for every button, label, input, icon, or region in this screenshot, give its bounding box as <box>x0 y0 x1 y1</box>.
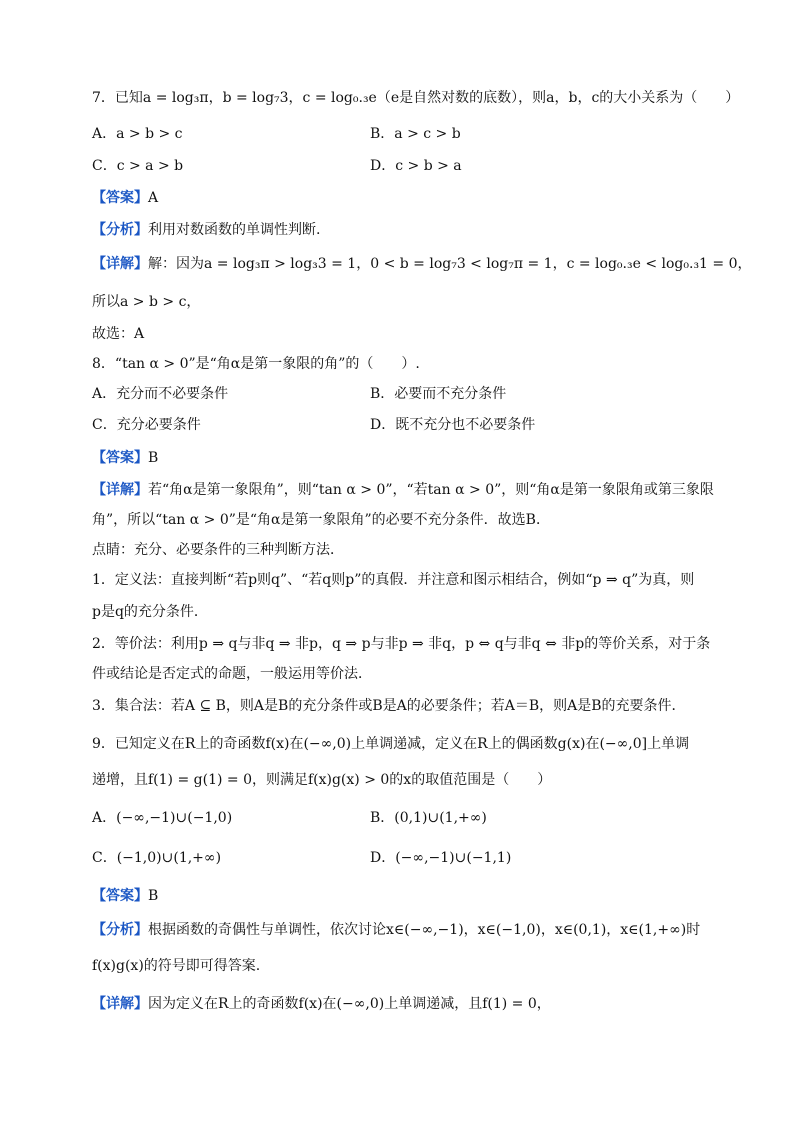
q9-analysis-line1 <box>92 920 700 940</box>
q8-detail-line2: 角”，所以“tan α > 0”是“角α是第一象限角”的必要不充分条件．故选B． <box>92 512 550 528</box>
analysis-text: 利用对数函数的单调性判断. <box>148 222 321 238</box>
q8-stem: 8．“tan α > 0”是“角α是第一象限的角”的（ ）. <box>92 356 420 372</box>
q9-answer <box>92 886 158 906</box>
detail-text: 因为定义在R上的奇函数f(x)在(−∞,0)上单调递减，且f(1) = 0， <box>148 996 551 1012</box>
q8-option-a: A．充分而不必要条件 <box>92 386 229 402</box>
q9-option-a: A．(−∞,−1)∪(−1,0) <box>92 810 233 826</box>
q7-choose: 故选：A <box>92 326 145 342</box>
q7-so: 所以a > b > c， <box>92 294 201 310</box>
q9-stem-line1: 9．已知定义在R上的奇函数f(x)在(−∞,0)上单调递减，定义在R上的偶函数g(x)在(−∞,0]上单调 <box>92 736 690 752</box>
q7-detail <box>92 254 752 274</box>
q9-option-c: C．(−1,0)∪(1,+∞) <box>92 850 222 866</box>
answer-value: A <box>148 190 159 206</box>
detail-tag: 【详解】 <box>92 256 148 272</box>
q8-note: 点睛：充分、必要条件的三种判断方法． <box>92 542 344 558</box>
detail-tag: 【详解】 <box>92 482 148 498</box>
detail-text: 若“角α是第一象限角”，则“tan α > 0”，“若tan α > 0”，则“角α是第一象限角或第三象限 <box>148 482 714 498</box>
detail-tag: 【详解】 <box>92 996 148 1012</box>
analysis-text: 根据函数的奇偶性与单调性，依次讨论x∈(−∞,−1)，x∈(−1,0)，x∈(0,1)，x∈(1,+∞)时 <box>148 922 701 938</box>
q7-option-c: C．c > a > b <box>92 158 184 174</box>
q7-option-b: B．a > c > b <box>370 126 461 142</box>
q9-option-d: D．(−∞,−1)∪(−1,1) <box>370 850 512 866</box>
q8-detail-line1 <box>92 480 714 500</box>
analysis-tag: 【分析】 <box>92 922 148 938</box>
q8-method1-line1: 1．定义法：直接判断“若p则q”、“若q则p”的真假．并注意和图示相结合，例如“p ⇒ q”为真，则 <box>92 572 695 588</box>
answer-tag: 【答案】 <box>92 190 148 206</box>
q7-analysis <box>92 220 320 240</box>
answer-value: B <box>148 888 159 904</box>
analysis-tag: 【分析】 <box>92 222 148 238</box>
q8-option-c: C．充分必要条件 <box>92 417 201 433</box>
answer-tag: 【答案】 <box>92 450 148 466</box>
q8-method1-line2: p是q的充分条件． <box>92 604 208 620</box>
q8-method3: 3．集合法：若A ⊆ B，则A是B的充分条件或B是A的必要条件；若A＝B，则A是B的充要条件． <box>92 698 686 714</box>
q9-stem-line2: 递增，且f(1) = g(1) = 0，则满足f(x)g(x) > 0的x的取值范围是（ ） <box>92 772 552 788</box>
q8-answer <box>92 448 158 468</box>
answer-tag: 【答案】 <box>92 888 148 904</box>
q7-option-d: D．c > b > a <box>370 158 462 174</box>
detail-text: 解：因为a = log₃π > log₃3 = 1，0 < b = log₇3 < log₇π = 1，c = log₀.₃e < log₀.₃1 = 0， <box>148 256 752 272</box>
q7-answer <box>92 188 158 208</box>
q7-option-a: A．a > b > c <box>92 126 183 142</box>
q7-stem: 7．已知a = log₃π，b = log₇3，c = log₀.₃e（e是自然对数的底数），则a，b，c的大小关系为（ ） <box>92 90 740 106</box>
q8-option-d: D．既不充分也不必要条件 <box>370 417 536 433</box>
q8-method2-line1: 2．等价法：利用p ⇒ q与非q ⇒ 非p，q ⇒ p与非p ⇒ 非q，p ⇔ q与非q ⇔ 非p的等价关系，对于条 <box>92 636 711 652</box>
q8-method2-line2: 件或结论是否定式的命题，一般运用等价法． <box>92 666 372 682</box>
q9-detail <box>92 994 551 1014</box>
answer-value: B <box>148 450 159 466</box>
q9-analysis-line2: f(x)g(x)的符号即可得答案. <box>92 958 261 974</box>
q8-option-b: B．必要而不充分条件 <box>370 386 507 402</box>
q9-option-b: B．(0,1)∪(1,+∞) <box>370 810 487 826</box>
